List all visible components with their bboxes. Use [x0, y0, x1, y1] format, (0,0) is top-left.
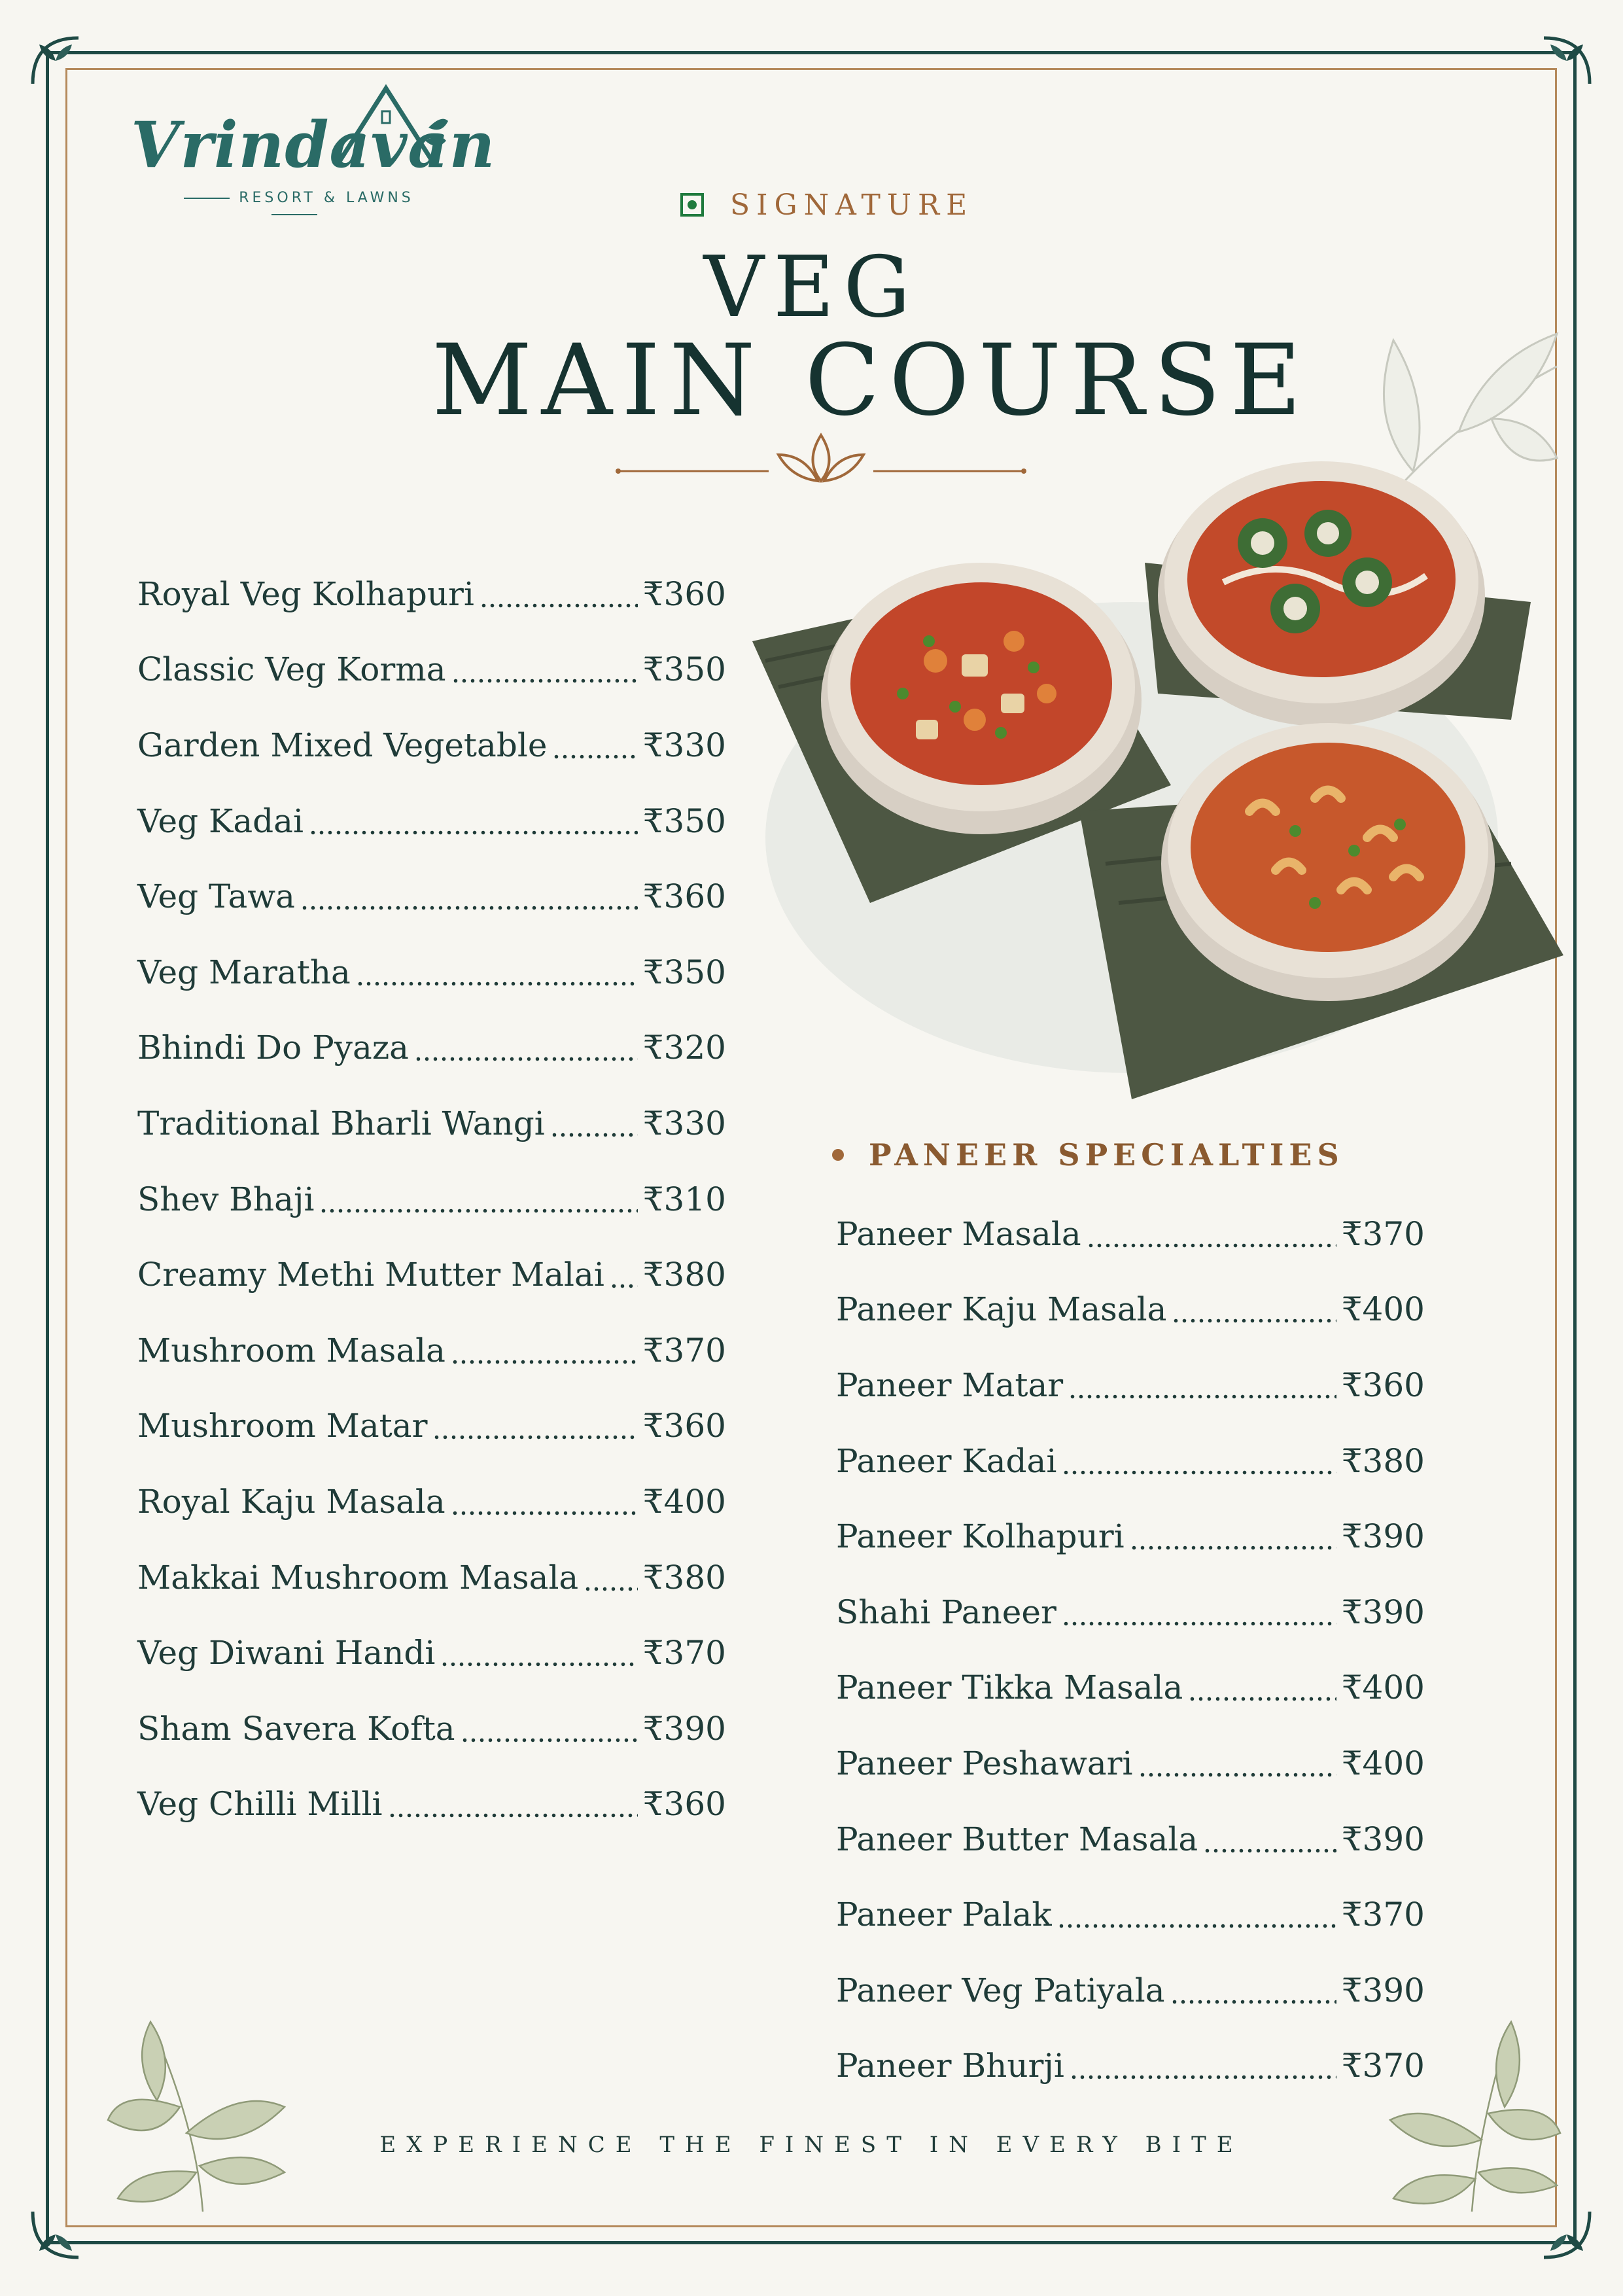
item-price: ₹380: [1341, 1441, 1425, 1480]
item-price: ₹370: [1341, 2047, 1425, 2085]
menu-item: [836, 1196, 1425, 1272]
menu-item: [137, 783, 726, 859]
item-price: ₹320: [642, 1029, 726, 1067]
dot-leader: [414, 1031, 638, 1064]
item-name: Bhindi Do Pyaza: [137, 1029, 409, 1067]
corner-ornament-icon: [26, 2205, 85, 2264]
item-name: Veg Tawa: [137, 877, 295, 916]
item-price: ₹350: [642, 953, 726, 991]
menu-item: [836, 2028, 1425, 2104]
dot-leader: [440, 1636, 637, 1669]
item-name: Mushroom Masala: [137, 1331, 445, 1369]
item-name: Paneer Kolhapuri: [836, 1517, 1125, 1556]
brand-logo: [131, 82, 496, 213]
item-name: Royal Kaju Masala: [137, 1482, 445, 1521]
veg-menu-list: [137, 556, 726, 1842]
item-name: Paneer Peshawari: [836, 1744, 1133, 1782]
item-price: ₹360: [1341, 1366, 1425, 1404]
menu-item: [836, 1952, 1425, 2028]
dot-leader: [1203, 1823, 1336, 1856]
item-name: Garden Mixed Vegetable: [137, 726, 548, 764]
section-heading: [832, 1132, 1344, 1178]
item-price: ₹360: [642, 1407, 726, 1445]
brand-name: Vrindavan: [131, 108, 496, 182]
item-name: Paneer Butter Masala: [836, 1820, 1198, 1858]
menu-item: [137, 1010, 726, 1086]
dot-leader: [309, 805, 638, 838]
dot-leader: [461, 1712, 638, 1745]
menu-item: [137, 1237, 726, 1313]
menu-item: [836, 1423, 1425, 1499]
section-heading-text: PANEER SPECIALTIES: [869, 1137, 1344, 1173]
dot-leader: [1070, 2049, 1336, 2082]
item-price: ₹310: [642, 1180, 726, 1218]
item-name: Paneer Matar: [836, 1366, 1064, 1404]
item-price: ₹370: [1341, 1896, 1425, 1934]
menu-item: [137, 1767, 726, 1843]
menu-item: [836, 1650, 1425, 1726]
signature-eyebrow: [680, 185, 973, 224]
curry-bowls-image: [739, 445, 1570, 1119]
item-price: ₹380: [642, 1256, 726, 1294]
dot-leader: [552, 729, 637, 762]
dot-leader: [1138, 1747, 1336, 1780]
dot-leader: [388, 1788, 638, 1820]
menu-item: [836, 1272, 1425, 1348]
item-name: Veg Maratha: [137, 953, 351, 991]
item-price: ₹400: [1341, 1290, 1425, 1329]
dot-leader: [480, 578, 638, 610]
item-price: ₹360: [642, 574, 726, 613]
item-name: Royal Veg Kolhapuri: [137, 574, 474, 613]
menu-item: [137, 1086, 726, 1161]
item-price: ₹390: [1341, 1517, 1425, 1556]
item-name: Paneer Palak: [836, 1896, 1052, 1934]
corner-ornament-icon: [1537, 31, 1596, 90]
menu-item: [137, 1161, 726, 1237]
dot-leader: [451, 1334, 638, 1367]
dot-leader: [1172, 1293, 1336, 1326]
item-name: Creamy Methi Mutter Malai: [137, 1256, 604, 1294]
menu-item: [836, 1725, 1425, 1801]
item-name: Paneer Masala: [836, 1214, 1081, 1253]
item-price: ₹330: [642, 1104, 726, 1142]
item-name: Veg Diwani Handi: [137, 1634, 436, 1672]
item-price: ₹400: [642, 1482, 726, 1521]
item-name: Paneer Tikka Masala: [836, 1669, 1183, 1707]
item-price: ₹390: [1341, 1820, 1425, 1858]
menu-item: [137, 707, 726, 783]
menu-item: [836, 1801, 1425, 1877]
menu-item: [137, 1464, 726, 1540]
item-price: ₹360: [642, 877, 726, 916]
menu-item: [137, 1615, 726, 1691]
menu-item: [137, 1313, 726, 1388]
dot-leader: [610, 1258, 638, 1291]
menu-item: [137, 1388, 726, 1464]
paneer-menu-list: [836, 1196, 1425, 2104]
dot-leader: [432, 1409, 637, 1442]
dot-leader: [1130, 1520, 1336, 1553]
menu-item: [137, 556, 726, 632]
item-name: Makkai Mushroom Masala: [137, 1558, 579, 1597]
item-price: ₹370: [1341, 1214, 1425, 1253]
dot-leader: [1057, 1898, 1336, 1931]
item-name: Veg Kadai: [137, 802, 304, 840]
menu-item: [137, 934, 726, 1010]
footer-tagline: EXPERIENCE THE FINEST IN EVERY BITE: [379, 2132, 1244, 2158]
item-price: ₹370: [642, 1634, 726, 1672]
item-price: ₹390: [642, 1709, 726, 1748]
item-price: ₹350: [642, 802, 726, 840]
menu-item: [836, 1877, 1425, 1952]
dot-leader: [300, 880, 638, 913]
item-price: ₹370: [642, 1331, 726, 1369]
item-name: Shev Bhaji: [137, 1180, 315, 1218]
menu-item: [137, 858, 726, 934]
dot-leader: [1188, 1671, 1336, 1704]
item-price: ₹350: [642, 650, 726, 689]
item-price: ₹330: [642, 726, 726, 764]
item-price: ₹380: [642, 1558, 726, 1597]
item-name: Paneer Bhurji: [836, 2047, 1064, 2085]
eyebrow-text: SIGNATURE: [730, 188, 974, 222]
item-name: Veg Chilli Milli: [137, 1785, 383, 1824]
dot-leader: [1062, 1596, 1336, 1629]
veg-symbol-icon: [680, 193, 704, 217]
menu-item: [137, 632, 726, 708]
item-price: ₹390: [1341, 1971, 1425, 2009]
dot-leader: [451, 1485, 638, 1518]
menu-item: [137, 1540, 726, 1616]
item-price: ₹400: [1341, 1744, 1425, 1782]
menu-item: [836, 1347, 1425, 1423]
corner-ornament-icon: [1537, 2205, 1596, 2264]
dot-leader: [1087, 1218, 1336, 1250]
item-name: Shahi Paneer: [836, 1593, 1056, 1631]
item-name: Classic Veg Korma: [137, 650, 446, 689]
corner-ornament-icon: [26, 31, 85, 90]
dot-leader: [356, 956, 638, 989]
item-name: Traditional Bharli Wangi: [137, 1104, 545, 1142]
bullet-icon: [832, 1149, 844, 1161]
dot-leader: [1068, 1369, 1336, 1402]
dot-leader: [319, 1183, 637, 1216]
dot-leader: [550, 1107, 638, 1140]
item-price: ₹390: [1341, 1593, 1425, 1631]
dot-leader: [1170, 1974, 1336, 2007]
item-name: Paneer Veg Patiyala: [836, 1971, 1165, 2009]
item-name: Mushroom Matar: [137, 1407, 428, 1445]
page-title-line1: VEG: [703, 239, 920, 336]
dot-leader: [584, 1561, 638, 1594]
dot-leader: [1062, 1445, 1336, 1477]
item-name: Sham Savera Kofta: [137, 1709, 455, 1748]
item-name: Paneer Kaju Masala: [836, 1290, 1167, 1329]
menu-item: [836, 1498, 1425, 1574]
dot-leader: [451, 653, 638, 686]
item-price: ₹400: [1341, 1669, 1425, 1707]
menu-item: [137, 1691, 726, 1767]
page-title-line2: MAIN COURSE: [432, 324, 1311, 438]
item-name: Paneer Kadai: [836, 1441, 1057, 1480]
menu-item: [836, 1574, 1425, 1650]
item-price: ₹360: [642, 1785, 726, 1824]
brand-subtitle: RESORT & LAWNS: [150, 190, 438, 222]
leaf-sprig-icon: [105, 1996, 301, 2212]
